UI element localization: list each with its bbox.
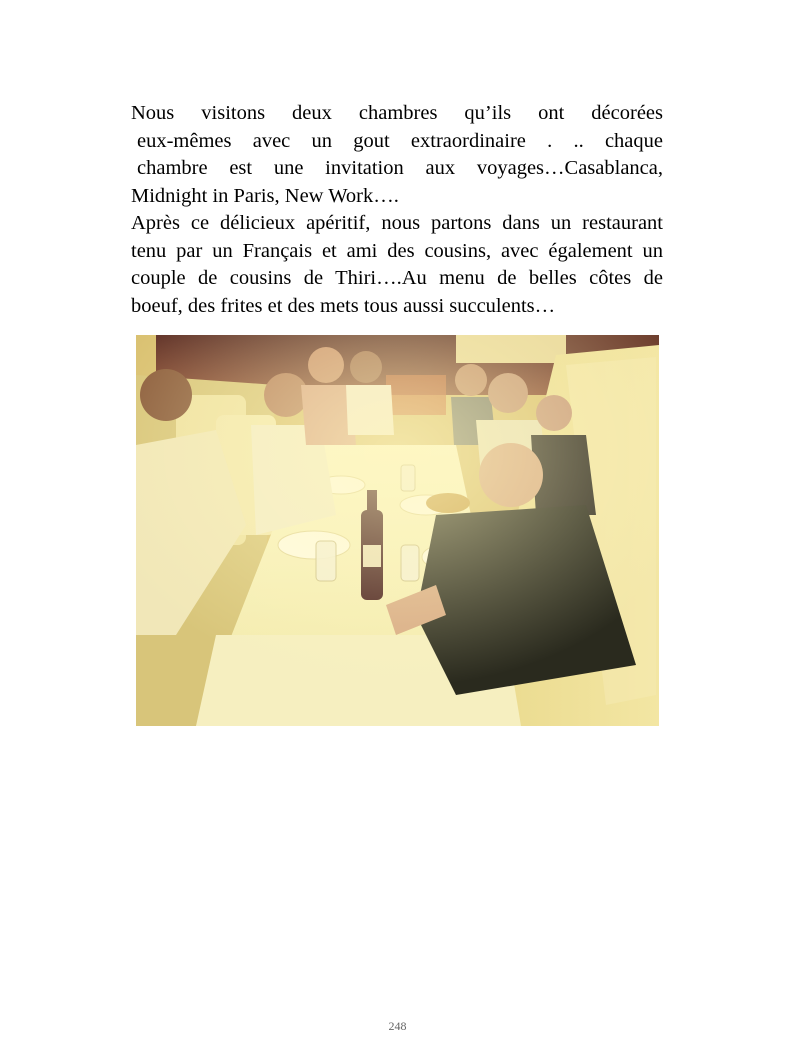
text-line: chambre est une invitation aux voyages…Casablanca, [137,157,663,179]
group-dinner-photo [136,335,659,726]
text-line: boeuf, des frites et des mets tous aussi succulents… [131,294,556,317]
photo-illustration [136,335,659,726]
body-text [131,100,663,320]
text-line: Midnight in Paris, New Work…. [131,184,399,207]
text-line: Après ce délicieux apéritif, nous partons dans un restaurant [131,212,663,234]
text-line: eux-mêmes avec un gout extraordinaire . .. chaque [137,129,663,152]
page-number: 248 [388,1019,407,1033]
paragraph-2 [131,210,663,320]
text-line: tenu par un Français et ami des cousins, avec également un [131,239,663,262]
text-line: couple de cousins de Thiri….Au menu de belles côtes de [131,267,663,289]
text-line: Nous visitons deux chambres qu’ils ont décorées [131,102,663,124]
paragraph-1 [131,100,663,210]
